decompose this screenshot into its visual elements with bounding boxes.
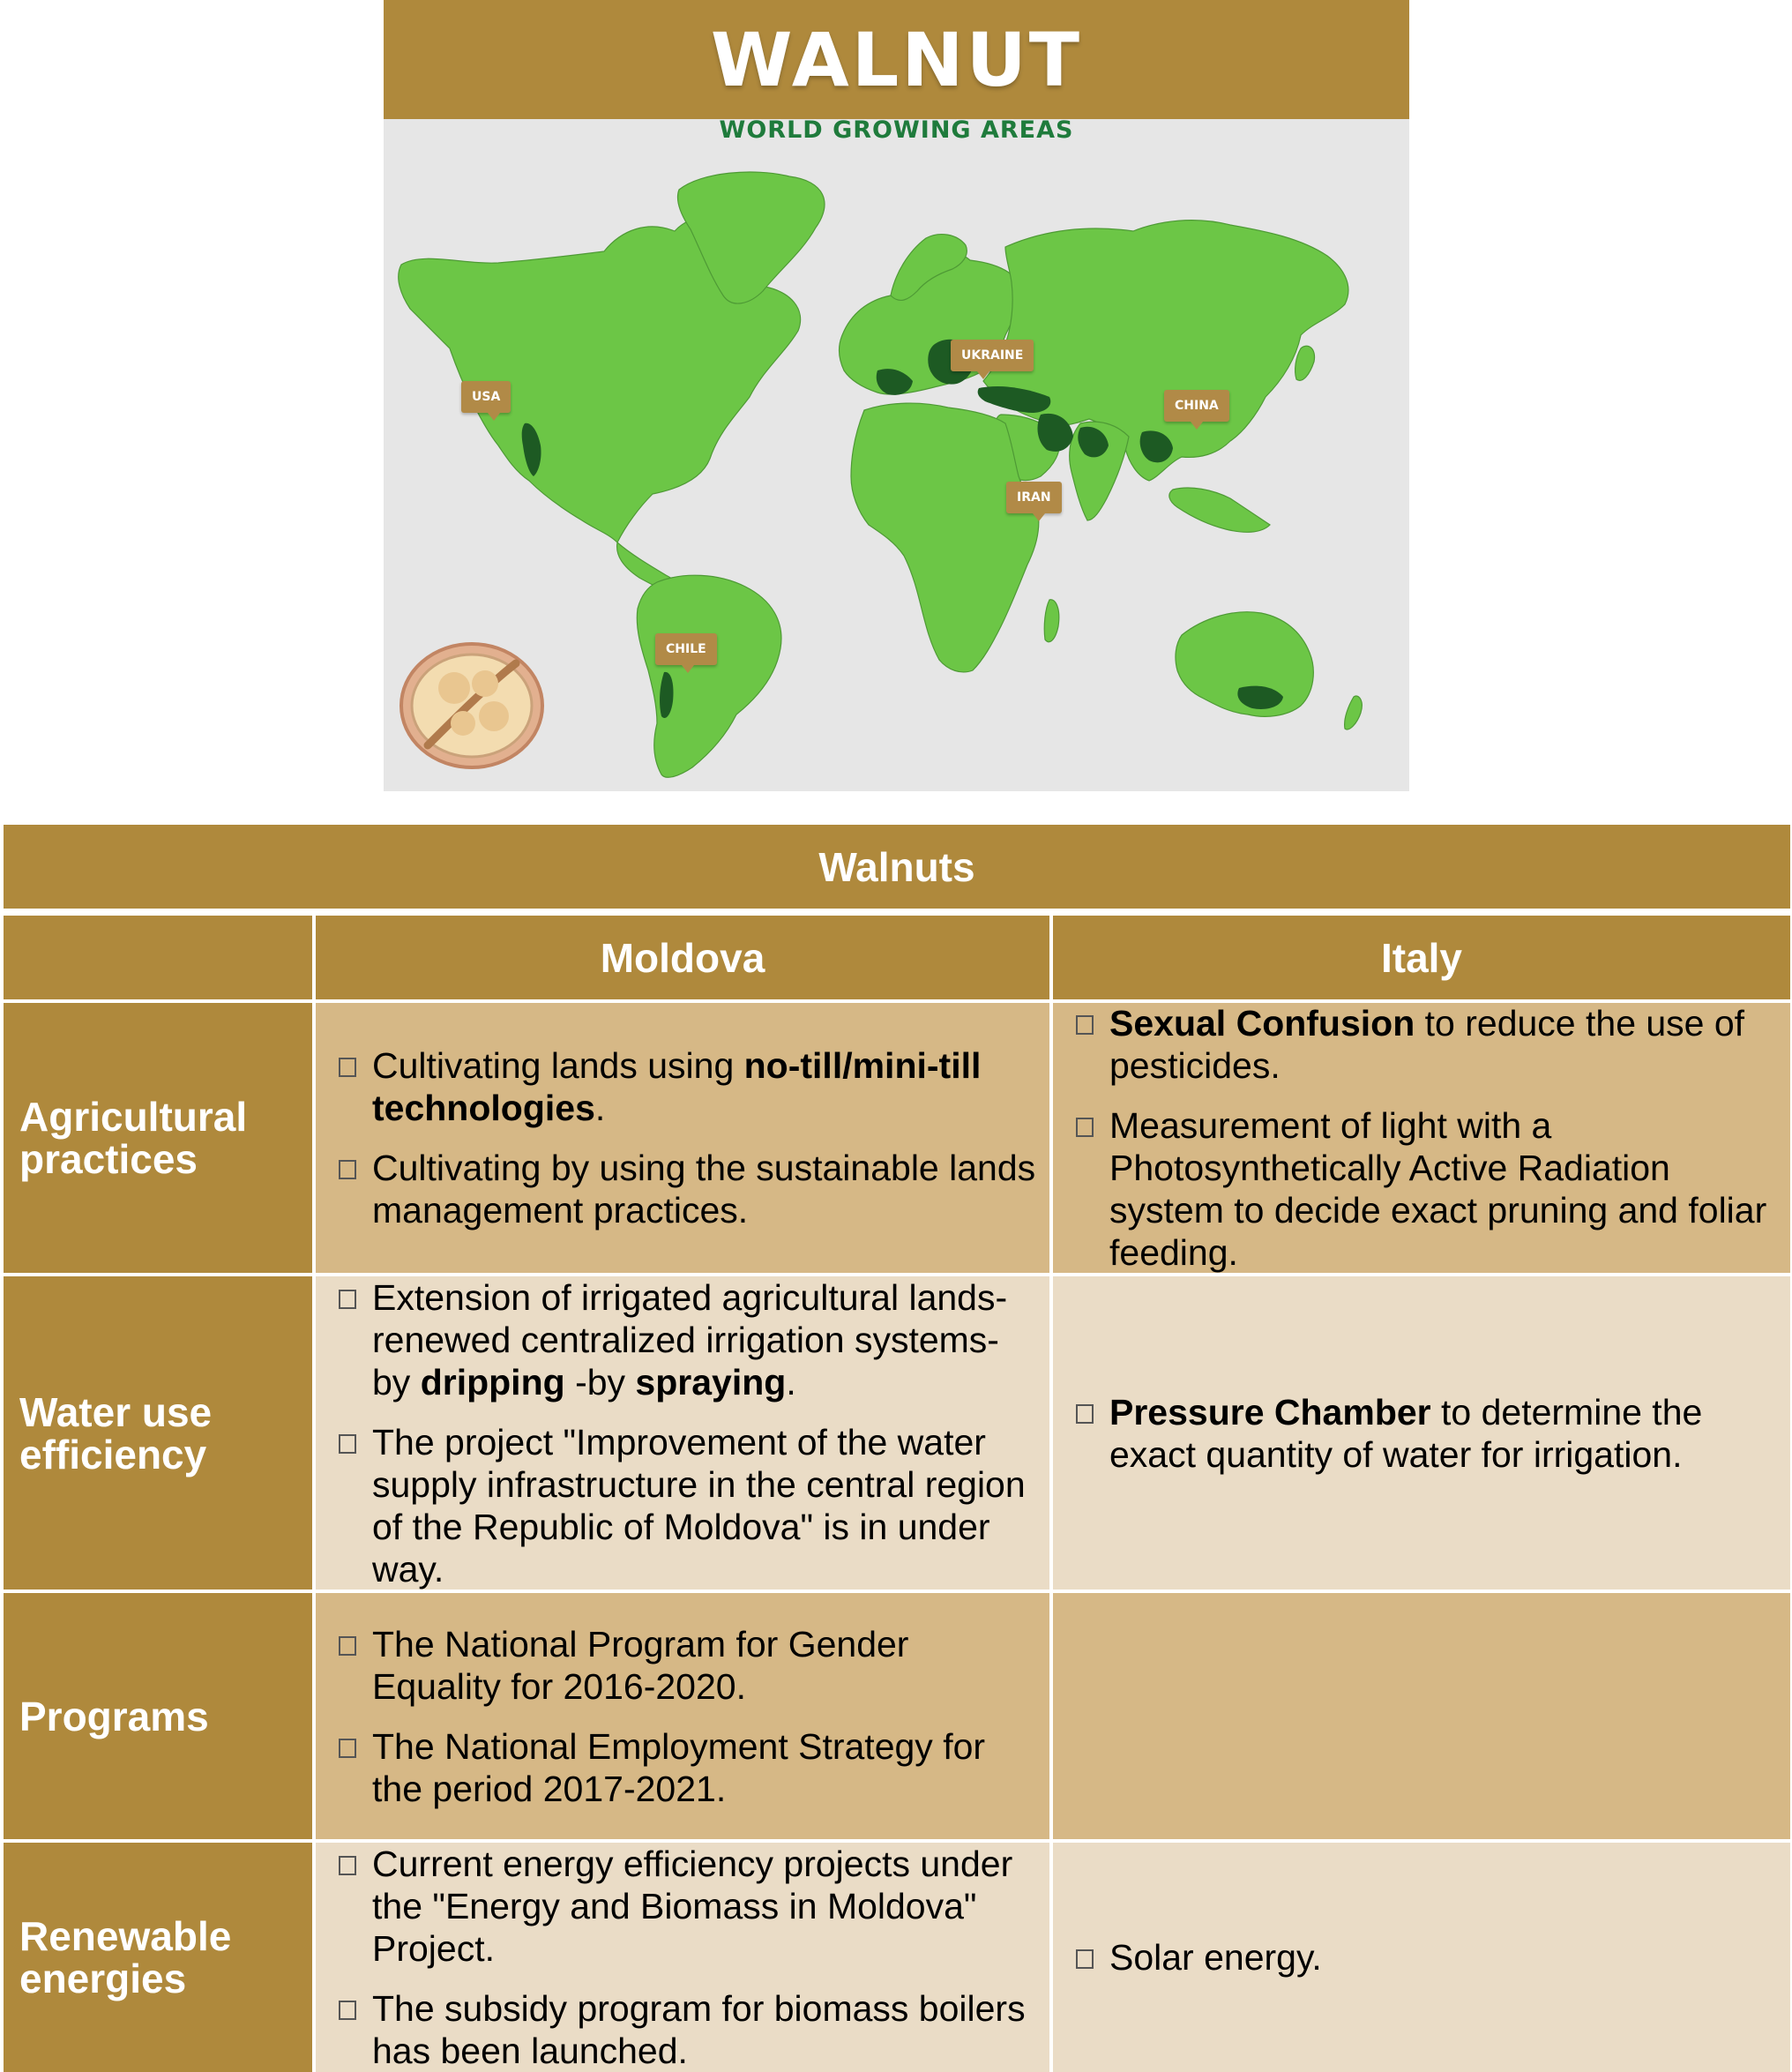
bullet-text: The National Program for Gender Equality for 2016-2020. bbox=[372, 1623, 909, 1707]
bullet-item bbox=[339, 1623, 1037, 1708]
bullet-text: Solar energy. bbox=[1109, 1937, 1322, 1978]
cell-moldova-renewable-energies bbox=[316, 1843, 1049, 2072]
bullet-item bbox=[339, 1843, 1037, 1970]
bullet-item bbox=[339, 1421, 1037, 1590]
bullet-item bbox=[339, 1044, 1037, 1129]
bullet-text: Sexual Confusion to reduce the use of pesticides. bbox=[1109, 1003, 1745, 1086]
walnut-infographic bbox=[384, 0, 1409, 791]
infographic-banner bbox=[384, 0, 1409, 119]
table-title: Walnuts bbox=[4, 825, 1790, 909]
bullet-square-icon bbox=[339, 1636, 356, 1656]
bullet-text: Cultivating by using the sustainable lands management practices. bbox=[372, 1148, 1036, 1230]
bullet-item bbox=[1076, 1936, 1778, 1978]
bullet-text: Cultivating lands using no-till/mini-till technologies. bbox=[372, 1045, 982, 1128]
walnuts-comparison-table bbox=[4, 825, 1792, 2072]
cell-moldova-programs bbox=[316, 1593, 1049, 1839]
map-marker-china bbox=[1164, 390, 1229, 430]
column-header-italy: Italy bbox=[1053, 916, 1790, 999]
row-label-water-use-efficiency: Water use efficiency bbox=[4, 1276, 312, 1590]
bullet-square-icon bbox=[339, 1856, 356, 1875]
row-label-renewable-energies: Renewable energies bbox=[4, 1843, 312, 2072]
new-zealand-landmass bbox=[1345, 696, 1363, 729]
column-header-empty bbox=[4, 916, 312, 999]
bullet-item bbox=[339, 1987, 1037, 2072]
cell-italy-renewable-energies bbox=[1053, 1843, 1790, 2072]
southeast-asia-landmass bbox=[1169, 488, 1270, 532]
bullet-square-icon bbox=[1076, 1949, 1094, 1969]
row-label-agricultural-practices: Agricultural practices bbox=[4, 1003, 312, 1273]
south-america-landmass bbox=[637, 575, 781, 777]
bullet-square-icon bbox=[339, 1160, 356, 1179]
bullet-item bbox=[1076, 1104, 1778, 1274]
bullet-item bbox=[339, 1147, 1037, 1231]
bullet-item bbox=[339, 1276, 1037, 1403]
walnut-icon bbox=[401, 644, 542, 767]
bullet-text: The project "Improvement of the water supply infrastructure in the central region of the Republic of Moldova" is in under way. bbox=[372, 1421, 1026, 1590]
bullet-item bbox=[339, 1725, 1037, 1810]
cell-italy-agricultural-practices bbox=[1053, 1003, 1790, 1273]
map-marker-label: CHILE bbox=[655, 633, 717, 665]
bullet-square-icon bbox=[1076, 1015, 1094, 1035]
infographic-subtitle: WORLD GROWING AREAS bbox=[719, 116, 1074, 144]
map-marker-ukraine bbox=[951, 340, 1034, 379]
bullet-text: Measurement of light with a Photosynthetically Active Radiation system to decide exact pruning and foliar feeding. bbox=[1109, 1105, 1767, 1273]
cell-italy-programs bbox=[1053, 1593, 1790, 1839]
map-marker-iran bbox=[1006, 482, 1062, 521]
cell-moldova-water-use-efficiency bbox=[316, 1276, 1049, 1590]
bullet-text: Current energy efficiency projects under the "Energy and Biomass in Moldova" Project. bbox=[372, 1844, 1013, 1969]
map-marker-label: USA bbox=[461, 381, 511, 413]
bullet-item bbox=[1076, 1391, 1778, 1476]
column-header-moldova: Moldova bbox=[316, 916, 1049, 999]
bullet-square-icon bbox=[339, 1434, 356, 1454]
map-marker-label: IRAN bbox=[1006, 482, 1062, 513]
bullet-square-icon bbox=[339, 1739, 356, 1758]
map-marker-chile bbox=[655, 633, 717, 673]
bullet-square-icon bbox=[339, 1290, 356, 1309]
africa-landmass bbox=[851, 403, 1039, 672]
bullet-square-icon bbox=[339, 2001, 356, 2020]
bullet-square-icon bbox=[339, 1058, 356, 1077]
bullet-text: Extension of irrigated agricultural lands-renewed centralized irrigation systems- by dripping -by spraying. bbox=[372, 1276, 1008, 1403]
japan-landmass bbox=[1295, 346, 1315, 380]
bullet-text: Pressure Chamber to determine the exact quantity of water for irrigation. bbox=[1109, 1391, 1703, 1475]
bullet-square-icon bbox=[1076, 1118, 1094, 1137]
bullet-item bbox=[1076, 1002, 1778, 1087]
infographic-title: WALNUT bbox=[710, 16, 1083, 103]
row-label-programs: Programs bbox=[4, 1593, 312, 1839]
madagascar-landmass bbox=[1044, 600, 1059, 642]
map-marker-usa bbox=[461, 381, 511, 421]
bullet-text: The National Employment Strategy for the period 2017-2021. bbox=[372, 1725, 986, 1809]
cell-moldova-agricultural-practices bbox=[316, 1003, 1049, 1273]
map-marker-label: UKRAINE bbox=[951, 340, 1034, 371]
cell-italy-water-use-efficiency bbox=[1053, 1276, 1790, 1590]
map-marker-label: CHINA bbox=[1164, 390, 1229, 422]
bullet-square-icon bbox=[1076, 1404, 1094, 1424]
bullet-text: The subsidy program for biomass boilers has been launched. bbox=[372, 1988, 1026, 2071]
